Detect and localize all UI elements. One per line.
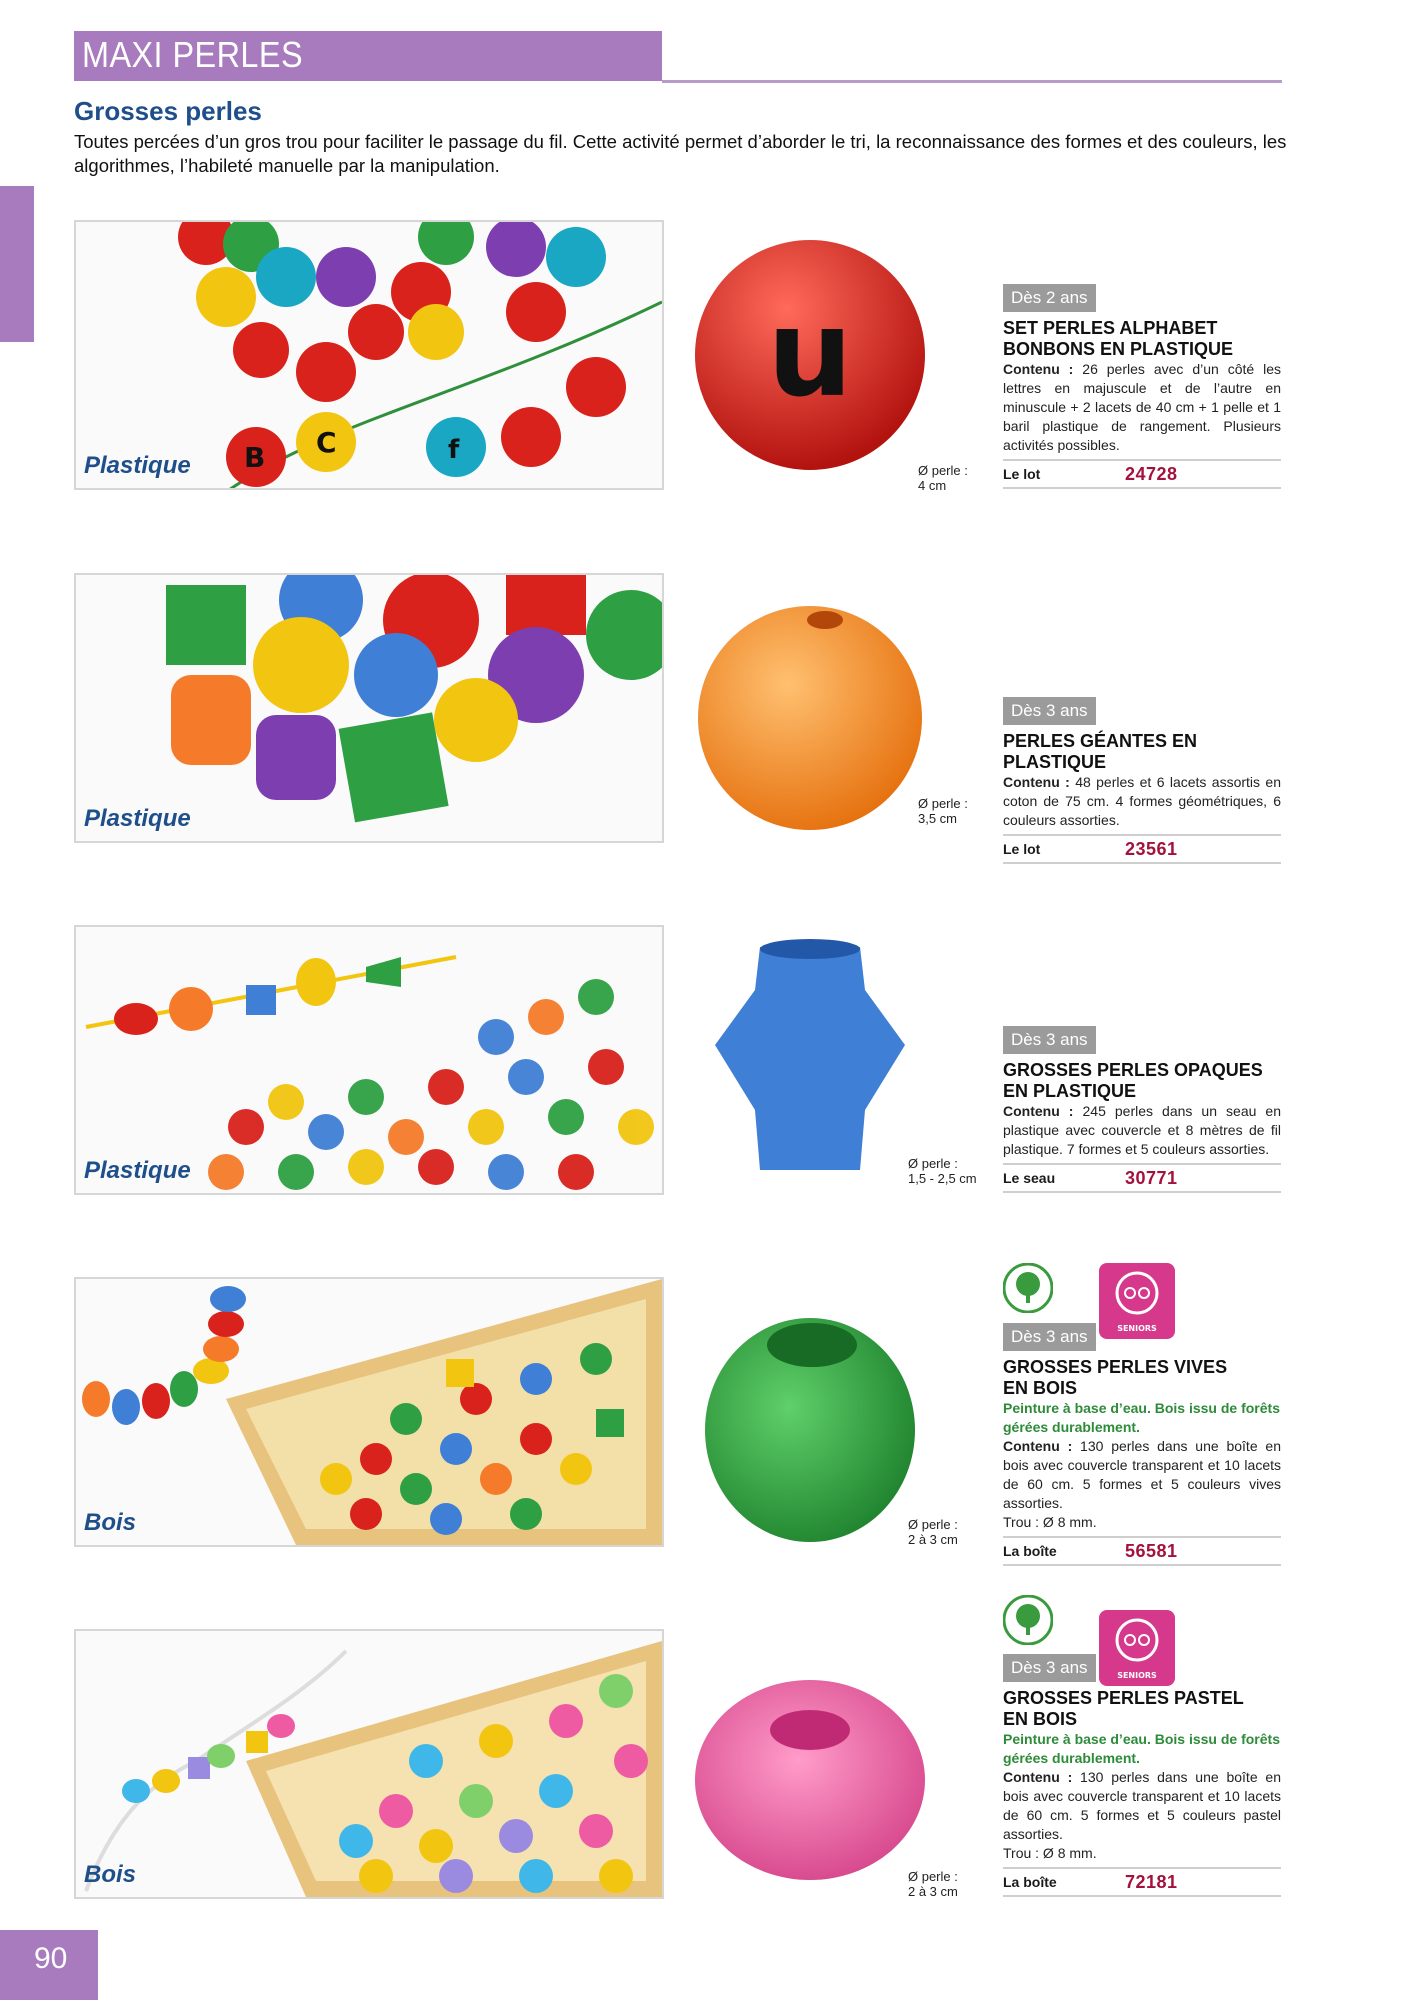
svg-text:SENIORS: SENIORS (1117, 1671, 1157, 1680)
opaque-beads-illustration (76, 927, 662, 1193)
reference-number: 30771 (1125, 1167, 1178, 1188)
eco-tree-icon (1003, 1263, 1053, 1313)
product-title-line2: EN BOIS (1003, 1378, 1078, 1398)
product-photo-opaques (74, 925, 664, 1195)
bicone-bead-icon (690, 935, 930, 1175)
svg-text:B: B (244, 441, 266, 474)
product-title-line2: EN PLASTIQUE (1003, 1081, 1137, 1101)
reference-row (1003, 834, 1281, 864)
product-title-line1: GROSSES PERLES VIVES (1003, 1357, 1228, 1377)
product-info-72181 (1003, 1654, 1281, 1897)
svg-text:f: f (448, 435, 460, 465)
product-content: Contenu : 245 perles dans un seau en plastique avec couvercle et 8 mètres de fil plastique. 7 formes et 5 couleurs assorties. (1003, 1103, 1281, 1157)
giant-bead-icon (690, 598, 930, 838)
eco-note: Peinture à base d’eau. Bois issu de forêts gérées durablement. (1003, 1731, 1280, 1766)
reference-number: 24728 (1125, 463, 1178, 484)
svg-text:SENIORS: SENIORS (1117, 1324, 1157, 1333)
product-title-line1: GROSSES PERLES OPAQUES (1003, 1060, 1263, 1080)
alphabet-beads-illustration (76, 222, 662, 488)
reference-number: 72181 (1125, 1871, 1178, 1892)
size-label: Ø perle : 2 à 3 cm (908, 1517, 958, 1547)
material-label: Plastique (84, 452, 191, 479)
product-photo-vives (74, 1277, 664, 1547)
reference-number: 56581 (1125, 1540, 1178, 1561)
product-content: Contenu : 48 perles et 6 lacets assortis en coton de 75 cm. 4 formes géométriques, 6 couleurs assorties. (1003, 774, 1281, 828)
material-label: Bois (84, 1861, 137, 1888)
side-tab (0, 186, 34, 342)
product-title-line2: BONBONS EN PLASTIQUE (1003, 339, 1234, 359)
product-title-line1: PERLES GÉANTES EN PLASTIQUE (1003, 731, 1198, 772)
size-label: Ø perle : 1,5 - 2,5 cm (908, 1156, 977, 1186)
product-content: Contenu : 130 perles dans une boîte en bois avec couvercle transparent et 10 lacets de 60 cm. 5 formes et 5 couleurs pastel assorties. (1003, 1769, 1281, 1842)
product-content: Contenu : 26 perles avec d’un côté les lettres en majuscule et de l’autre en minuscule + 2 lacets de 40 cm + 1 pelle et 1 baril plastique de rangement. Plusieurs activités possibles. (1003, 361, 1281, 453)
product-title-line1: SET PERLES ALPHABET (1003, 318, 1218, 338)
pastel-wood-beads-illustration (76, 1631, 662, 1897)
giant-beads-illustration (76, 575, 662, 841)
reference-number: 23561 (1125, 838, 1178, 859)
size-label: Ø perle : 4 cm (918, 463, 968, 493)
page-title: MAXI PERLES (82, 34, 304, 75)
unit-label: Le lot (1003, 841, 1041, 857)
age-badge: Dès 3 ans (1003, 1026, 1096, 1054)
product-photo-geantes (74, 573, 664, 843)
unit-label: La boîte (1003, 1874, 1057, 1890)
vivid-wood-beads-illustration (76, 1279, 662, 1545)
reference-row (1003, 1867, 1281, 1897)
svg-text:C: C (316, 426, 337, 459)
product-info-30771 (1003, 1026, 1281, 1193)
age-badge: Dès 3 ans (1003, 1654, 1096, 1682)
age-badge: Dès 3 ans (1003, 697, 1096, 725)
section-intro: Toutes percées d’un gros trou pour faciliter le passage du fil. Cette activité permet d’aborder le tri, la reconnaissance des formes et des couleurs, les algorithmes, l’habileté manuelle par la manipulation. (74, 131, 1287, 176)
unit-label: Le lot (1003, 466, 1041, 482)
svg-text:u: u (767, 285, 853, 424)
reference-row (1003, 459, 1281, 489)
eco-note: Peinture à base d’eau. Bois issu de forêts gérées durablement. (1003, 1400, 1280, 1435)
section-title: Grosses perles (74, 96, 262, 126)
unit-label: La boîte (1003, 1543, 1057, 1559)
wood-bead-pink-icon (690, 1660, 930, 1900)
age-badge: Dès 2 ans (1003, 284, 1096, 312)
material-label: Plastique (84, 805, 191, 832)
product-info-24728 (1003, 284, 1281, 489)
material-label: Bois (84, 1509, 137, 1536)
product-photo-pastel (74, 1629, 664, 1899)
hole-size: Trou : Ø 8 mm. (1003, 1514, 1097, 1530)
reference-row (1003, 1163, 1281, 1193)
material-label: Plastique (84, 1157, 191, 1184)
unit-label: Le seau (1003, 1170, 1056, 1186)
alphabet-bead-icon (690, 235, 930, 475)
eco-tree-icon (1003, 1595, 1053, 1645)
product-content: Contenu : 130 perles dans une boîte en bois avec couvercle transparent et 10 lacets de 60 cm. 5 formes et 5 couleurs vives assorties. (1003, 1438, 1281, 1511)
page-number: 90 (34, 1942, 68, 1975)
product-info-56581 (1003, 1323, 1281, 1566)
age-badge: Dès 3 ans (1003, 1323, 1096, 1351)
wood-bead-green-icon (690, 1305, 930, 1545)
reference-row (1003, 1536, 1281, 1566)
product-title-line1: GROSSES PERLES PASTEL (1003, 1688, 1244, 1708)
product-info-23561 (1003, 697, 1281, 864)
hole-size: Trou : Ø 8 mm. (1003, 1845, 1097, 1861)
size-label: Ø perle : 2 à 3 cm (908, 1869, 958, 1899)
header-rule (662, 80, 1282, 83)
product-title-line2: EN BOIS (1003, 1709, 1078, 1729)
product-photo-alphabet (74, 220, 664, 490)
size-label: Ø perle : 3,5 cm (918, 796, 968, 826)
